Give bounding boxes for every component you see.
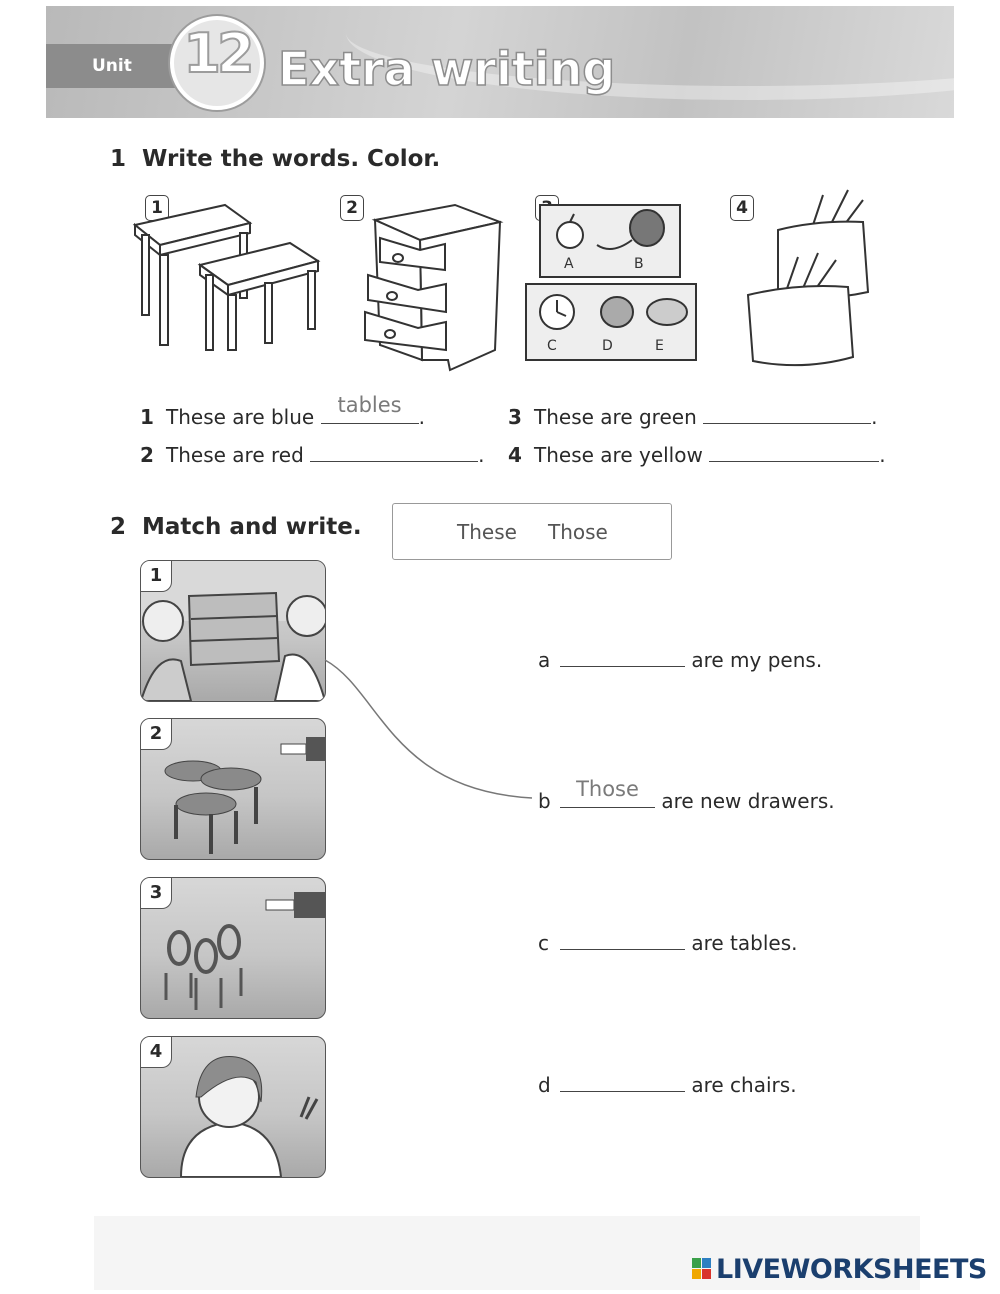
sentence-3: 3 These are green . — [508, 405, 878, 429]
picture-number-4: 4 — [730, 195, 754, 221]
match-item-c: c are tables. — [538, 931, 798, 955]
answer-blank-2[interactable] — [310, 443, 478, 462]
card-letter-a: A — [564, 256, 574, 272]
match-item-d: d are chairs. — [538, 1073, 797, 1097]
match-picture-number-3: 3 — [141, 878, 172, 909]
match-blank-c[interactable] — [560, 931, 685, 950]
card-letter-c: C — [547, 338, 557, 354]
unit-label: Unit — [92, 56, 132, 76]
sentence-1: 1 These are blue tables . — [140, 393, 425, 429]
match-picture-3[interactable] — [140, 877, 326, 1019]
exercise-1-heading: 1 Write the words. Color. — [110, 146, 441, 172]
answer-blank-4[interactable] — [709, 443, 879, 462]
tables-illustration — [130, 195, 325, 355]
picture-number-1: 1 — [145, 195, 169, 221]
match-picture-2[interactable] — [140, 718, 326, 860]
word-bank-those: Those — [548, 520, 608, 544]
liveworksheets-logo[interactable]: LIVEWORKSHEETS — [716, 1254, 987, 1285]
match-picture-number-4: 4 — [141, 1037, 172, 1068]
page-title: Extra writing — [278, 42, 616, 96]
liveworksheets-logo-icon — [692, 1258, 712, 1280]
drawers-illustration — [360, 200, 510, 375]
match-line — [320, 650, 535, 810]
card-letter-b: B — [634, 256, 644, 272]
match-picture-number-2: 2 — [141, 719, 172, 750]
word-bank-these: These — [457, 520, 517, 544]
match-item-a: a are my pens. — [538, 648, 823, 672]
exercise-2-heading: 2 Match and write. — [110, 514, 362, 540]
card-letter-d: D — [602, 338, 613, 354]
match-picture-4[interactable] — [140, 1036, 326, 1178]
word-bank — [392, 503, 672, 560]
match-blank-a[interactable] — [560, 648, 685, 667]
unit-number: 12 — [183, 22, 251, 85]
picture-number-2: 2 — [340, 195, 364, 221]
match-picture-number-1: 1 — [141, 561, 172, 592]
match-blank-b[interactable]: Those — [560, 789, 655, 808]
answer-blank-3[interactable] — [703, 405, 871, 424]
card-letter-e: E — [655, 338, 664, 354]
answer-blank-1[interactable]: tables — [321, 405, 419, 424]
sentence-4: 4 These are yellow . — [508, 443, 886, 467]
match-blank-d[interactable] — [560, 1073, 685, 1092]
match-picture-1[interactable] — [140, 560, 326, 702]
pencil-cases-illustration — [738, 185, 873, 380]
sentence-2: 2 These are red . — [140, 443, 485, 467]
cards-illustration — [522, 200, 702, 365]
match-item-b: b Those are new drawers. — [538, 777, 835, 813]
